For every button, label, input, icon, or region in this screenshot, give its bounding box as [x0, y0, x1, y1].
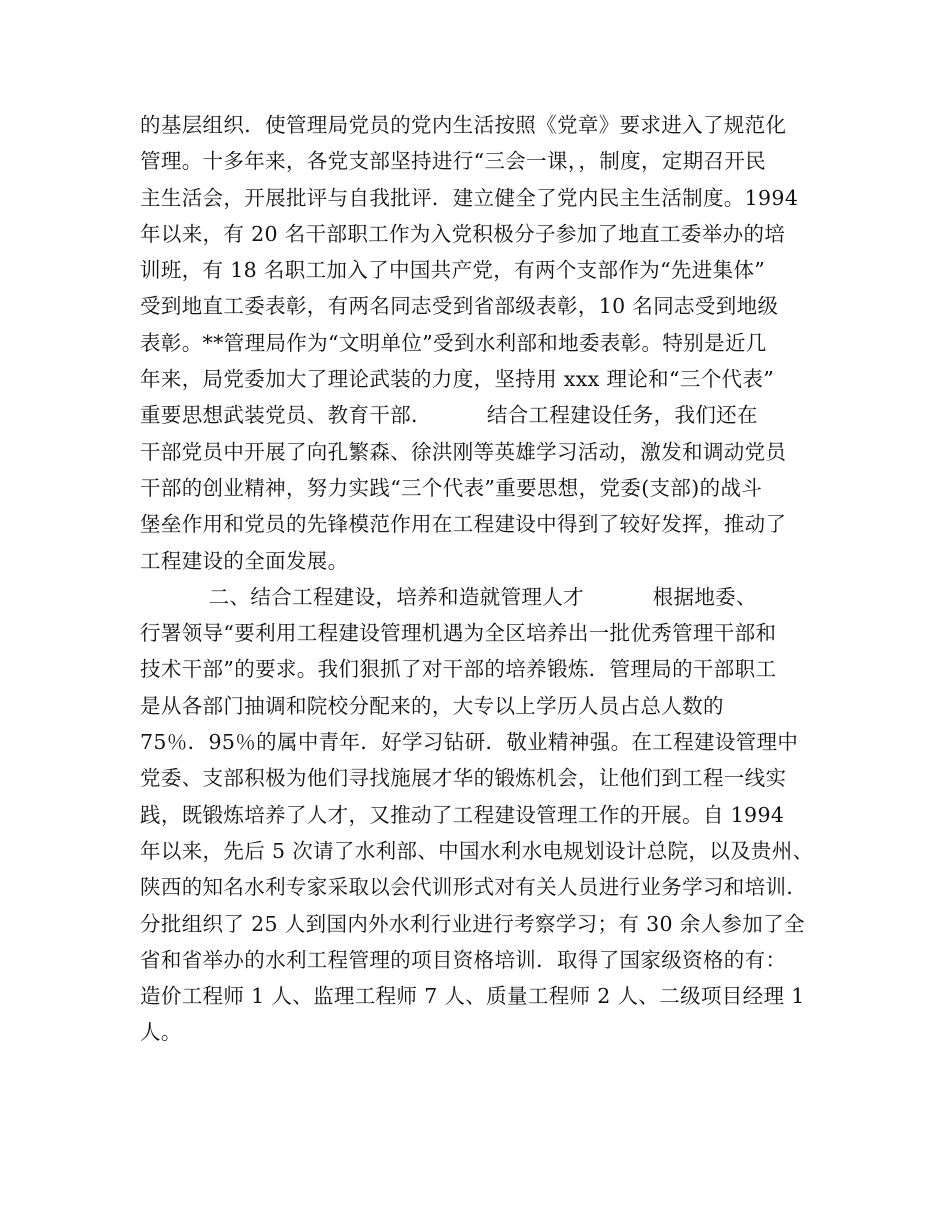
text-line: 堡垒作用和党员的先锋模范作用在工程建设中得到了较好发挥，推动了 — [140, 512, 787, 537]
text-line: 践，既锻炼培养了人才，又推动了工程建设管理工作的开展。自 1994 — [140, 802, 785, 827]
text-line: 年来，局党委加大了理论武装的力度，坚持用 xxx 理论和“三个代表” — [140, 367, 775, 392]
text-line: 干部的创业精神，努力实践“三个代表”重要思想，党委(支部)的战斗 — [140, 475, 763, 500]
text-line: 省和省举办的水利工程管理的项目资格培训．取得了国家级资格的有： — [140, 947, 787, 972]
text-line: 分批组织了 25 人到国内外水利行业进行考察学习；有 30 余人参加了全 — [140, 911, 805, 936]
text-line: 训班，有 18 名职工加入了中国共产党，有两个支部作为“先进集体” — [140, 258, 766, 283]
text-line: 是从各部门抽调和院校分配来的，大专以上学历人员占总人数的 — [140, 693, 724, 718]
text-line: 工程建设的全面发展。 — [140, 548, 349, 573]
body-text — [140, 107, 820, 1051]
text-line: 干部党员中开展了向孔繁森、徐洪刚等英雄学习活动，激发和调动党员 — [140, 439, 787, 464]
text-line: 技术干部”的要求。我们狠抓了对干部的培养锻炼．管理局的干部职工 — [140, 657, 777, 682]
text-line: 表彰。**管理局作为“文明单位”受到水利部和地委表彰。特别是近几 — [140, 330, 767, 355]
text-line: 行署领导“要利用工程建设管理机遇为全区培养出一批优秀管理干部和 — [140, 621, 777, 646]
text-line: 年以来，有 20 名干部职工作为入党积极分子参加了地直工委举办的培 — [140, 221, 786, 246]
text-line: 年以来，先后 5 次请了水利部、中国水利水电规划设计总院，以及贵州、 — [140, 838, 814, 863]
text-line: 受到地直工委表彰，有两名同志受到省部级表彰，10 名同志受到地级 — [140, 294, 779, 319]
text-line: 人。 — [140, 1020, 182, 1045]
text-line: 党委、支部积极为他们寻找施展才华的锻炼机会，让他们到工程一线实 — [140, 766, 787, 791]
text-line: 主生活会，开展批评与自我批评．建立健全了党内民主生活制度。1994 — [140, 185, 799, 210]
section-heading-line: 二、结合工程建设，培养和造就管理人才 根据地委、 — [140, 584, 757, 609]
text-line: 陕西的知名水利专家采取以会代训形式对有关人员进行业务学习和培训． — [140, 875, 808, 900]
text-line: 的基层组织．使管理局党员的党内生活按照《党章》要求进入了规范化 — [140, 113, 787, 137]
text-line: 管理。十多年来，各党支部坚持进行“三会一课，，制度，定期召开民 — [140, 149, 767, 174]
text-line: 重要思想武装党员、教育干部． 结合工程建设任务，我们还在 — [140, 403, 758, 428]
text-line: 75％．95％的属中青年．好学习钻研．敬业精神强。在工程建设管理中 — [140, 730, 799, 755]
text-line: 造价工程师 1 人、监理工程师 7 人、质量工程师 2 人、二级项目经理 1 — [140, 984, 805, 1009]
